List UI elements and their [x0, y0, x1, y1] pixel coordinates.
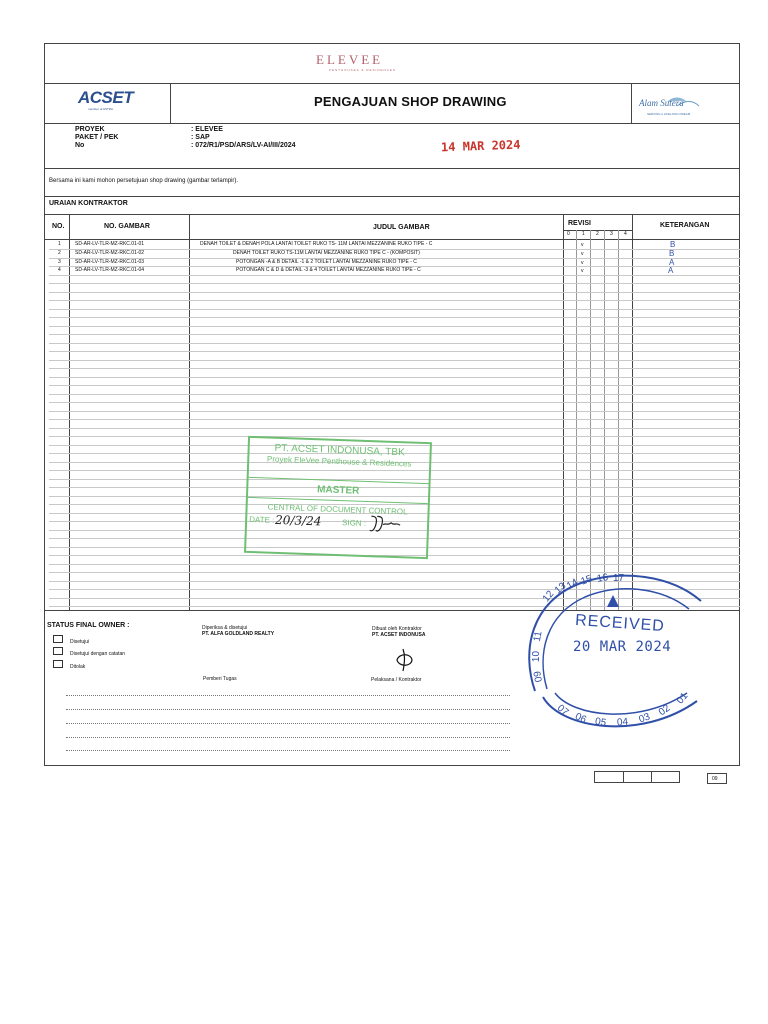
section-title: URAIAN KONTRAKTOR [49, 200, 128, 207]
page-number-box [707, 773, 727, 784]
row-drawing-no: SD-AR-LV-TLR-MZ-RKC.01-01 [75, 241, 145, 247]
stamp-number: 12 [540, 588, 557, 605]
row-drawing-no: SD-AR-LV-TLR-MZ-RKC.01-04 [75, 267, 145, 273]
stamp-number: 13 [552, 580, 569, 597]
row-drawing-no: SD-AR-LV-TLR-MZ-RKC.01-03 [75, 259, 145, 265]
row-no: 1 [58, 241, 61, 247]
stamp-number: 14 [564, 576, 581, 593]
table-row [0, 259, 768, 267]
approved-with-notes-checkbox[interactable] [53, 647, 63, 655]
table-row-line [49, 411, 740, 412]
master-stamp-project: Proyek EleVee Penthouse & Residences [266, 454, 412, 469]
row-title: DENAH TOILET & DENAH POLA LANTAI TOILET RUKO TS- 11M LANTAI MEZZANINE RUKO TIPE - C [200, 241, 433, 247]
table-row-line [49, 394, 740, 395]
row-title: DENAH TOILET RUKO TS-11M LANTAI MEZZANINE RUKO TIPE C - (KOMPOSIT) [233, 250, 420, 256]
col-header-remarks: KETERANGAN [660, 222, 710, 229]
master-stamp-date-value: 20/3/24 [274, 512, 322, 529]
stamp-number: 06 [573, 711, 588, 726]
stamp-number: 17 [613, 573, 625, 584]
package-label: PAKET / PEK [75, 134, 119, 141]
table-row-line [49, 402, 740, 403]
table-row [0, 241, 768, 249]
table-row-line [49, 317, 740, 318]
package-value: : SAP [191, 134, 210, 141]
contractor-signature [393, 647, 417, 673]
stamp-number: 01 [674, 690, 691, 707]
stamp-number: 07 [554, 702, 571, 719]
received-label: RECEIVED [574, 611, 666, 636]
note-line [66, 737, 510, 738]
checked-by-label: Diperiksa & disetujui [202, 625, 248, 631]
approved-checkbox[interactable] [53, 635, 63, 643]
stamp-number: 11 [531, 630, 545, 643]
contractor-name: PT. ACSET INDONUSA [372, 632, 426, 638]
row-remark: A [669, 258, 675, 267]
approved-with-notes-label: Disetujui dengan catatan [70, 651, 126, 657]
table-row-line [49, 377, 740, 378]
master-stamp-dept: CENTRAL OF DOCUMENT CONTROL [267, 502, 408, 517]
table-row-line [49, 275, 740, 276]
stamp-number: 05 [594, 716, 607, 729]
received-stamp [521, 571, 717, 737]
table-row-line [49, 343, 740, 344]
col-line [618, 230, 619, 610]
row-drawing-no: SD-AR-LV-TLR-MZ-RKC.01-02 [75, 250, 145, 256]
rev-col-4: 4 [624, 231, 627, 237]
project-value: : ELEVEE [191, 126, 223, 133]
table-row-line [49, 351, 740, 352]
number-label: No [75, 142, 85, 149]
master-stamp-master: MASTER [316, 484, 360, 497]
col-line [590, 230, 591, 610]
table-row-line [49, 300, 740, 301]
col-header-no: NO. [52, 223, 65, 230]
note-line [66, 723, 510, 724]
row-rev-mark: v [581, 251, 584, 257]
row-no: 3 [58, 259, 61, 265]
row-remark: A [668, 266, 674, 275]
stamp-number: 15 [579, 573, 594, 588]
divider [44, 214, 740, 215]
rejected-label: Ditolak [70, 664, 86, 670]
col-line [576, 230, 577, 610]
project-labels [75, 126, 118, 150]
master-stamp-signature [367, 513, 408, 536]
owner-name: PT. ALFA GOLDLAND REALTY [202, 631, 275, 637]
rev-col-3: 3 [610, 231, 613, 237]
table-row-line [49, 436, 740, 437]
master-stamp-date-label: DATE : [249, 514, 275, 525]
project-values [191, 126, 296, 150]
row-remark: B [669, 249, 675, 258]
master-stamp [244, 436, 432, 559]
row-no: 4 [58, 267, 61, 273]
stamp-number: 04 [616, 716, 629, 729]
divider [44, 83, 740, 84]
col-header-drawing-no: NO. GAMBAR [104, 223, 150, 230]
elevee-logo: ELEVEE [316, 52, 384, 67]
elevee-logo-sub: PENTHOUSES & RESIDENCES [329, 68, 396, 72]
assignor-label: Pemberi Tugas [203, 676, 237, 682]
alam-sutera-logo-text: Alam Sutera [639, 98, 684, 108]
project-label: PROYEK [75, 126, 105, 133]
row-no: 2 [58, 250, 61, 256]
table-row [0, 250, 768, 258]
row-remark: B [670, 240, 676, 249]
received-date: 20 MAR 2024 [573, 639, 672, 655]
row-rev-mark: v [581, 260, 584, 266]
table-row-line [49, 309, 740, 310]
rev-col-1: 1 [582, 231, 585, 237]
master-stamp-company: PT. ACSET INDONUSA, TBK [274, 442, 405, 459]
page-number: 09 [712, 776, 718, 782]
number-value: : 072/R1/PSD/ARS/LV-AI/III/2024 [191, 142, 296, 149]
rev-col-0: 0 [567, 231, 570, 237]
divider [631, 83, 632, 123]
master-stamp-date-row [247, 513, 428, 539]
table-row-line [49, 419, 740, 420]
rejected-checkbox[interactable] [53, 660, 63, 668]
status-title: STATUS FINAL OWNER : [47, 622, 130, 629]
divider [44, 196, 740, 197]
divider [44, 239, 740, 240]
page-title: PENGAJUAN SHOP DRAWING [314, 94, 507, 109]
note-line [66, 750, 510, 751]
table-row-line [49, 360, 740, 361]
date-stamp: 14 MAR 2024 [440, 137, 521, 155]
stamp-number: 09 [532, 670, 545, 683]
row-title: POTONGAN -A & B DETAIL -1 & 2 TOILET LANTAI MEZZANINE RUKO TIPE - C [236, 259, 417, 265]
table-row [0, 267, 768, 275]
table-row-line [49, 292, 740, 293]
rev-col-2: 2 [596, 231, 599, 237]
approved-label: Disetujui [70, 639, 90, 645]
stamp-number: 16 [596, 572, 609, 585]
master-stamp-sign-label: SIGN : [341, 518, 367, 528]
table-row-line [49, 334, 740, 335]
divider [170, 83, 171, 123]
table-row-line [49, 283, 740, 284]
row-rev-mark: v [581, 268, 584, 274]
note-line [66, 709, 510, 710]
divider [44, 123, 740, 124]
acset-logo-sub: member of ASTRA [88, 107, 114, 111]
intro-text: Bersama ini kami mohon persetujuan shop drawing (gambar terlampir). [49, 178, 239, 184]
col-line [604, 230, 605, 610]
table-row-line [49, 385, 740, 386]
row-rev-mark: v [581, 242, 584, 248]
row-title: POTONGAN C & D & DETAIL -3 & 4 TOILET LANTAI MEZZANINE RUKO TIPE - C [236, 267, 421, 273]
made-by-label: Dibuat oleh Kontraktor [372, 626, 422, 632]
acset-logo: ACSET [78, 88, 134, 107]
table-row-line [49, 428, 740, 429]
divider [44, 168, 740, 169]
col-header-revision: REVISI [568, 220, 591, 227]
stamp-number: 02 [656, 702, 673, 719]
alam-sutera-logo-sub: SERVING A LIFELONG DREAM [647, 112, 691, 116]
table-row-line [49, 564, 740, 565]
page-ref-box [594, 771, 680, 783]
note-line [66, 695, 510, 696]
stamp-number: 10 [531, 650, 543, 663]
col-header-title: JUDUL GAMBAR [373, 224, 430, 231]
table-row-line [49, 326, 740, 327]
stamp-number: 03 [637, 711, 652, 726]
table-row-line [49, 368, 740, 369]
alam-sutera-logo [637, 94, 739, 118]
executor-label: Pelaksana / Kontraktor [371, 677, 422, 683]
